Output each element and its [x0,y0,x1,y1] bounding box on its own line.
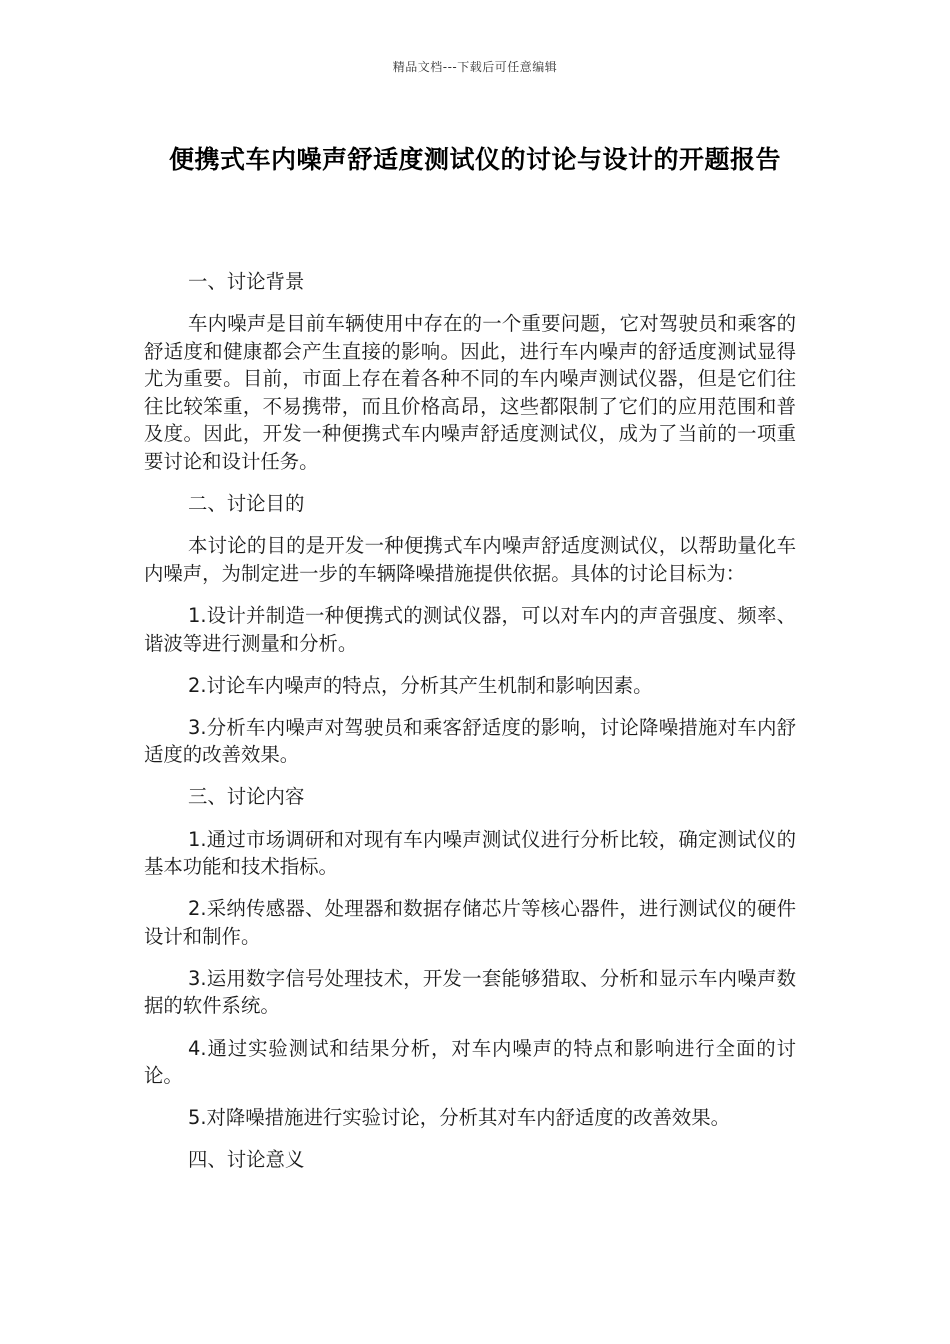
document-body [144,268,796,1188]
purpose-item-1: 1.设计并制造一种便携式的测试仪器，可以对车内的声音强度、频率、谐波等进行测量和分析。 [144,603,796,655]
section-heading-significance: 四、讨论意义 [188,1148,305,1172]
section-heading-background: 一、讨论背景 [188,270,305,293]
document-title: 便携式车内噪声舒适度测试仪的讨论与设计的开题报告 [168,145,781,174]
content-item-3: 3.运用数字信号处理技术，开发一套能够猎取、分析和显示车内噪声数据的软件系统。 [144,966,796,1018]
content-item-4: 4.通过实验测试和结果分析，对车内噪声的特点和影响进行全面的讨论。 [144,1036,796,1088]
content-item-2: 2.采纳传感器、处理器和数据存储芯片等核心器件，进行测试仪的硬件设计和制作。 [144,897,796,948]
paragraph-purpose: 本讨论的目的是开发一种便携式车内噪声舒适度测试仪，以帮助量化车内噪声，为制定进一步的车辆降噪措施提供依据。具体的讨论目标为： [144,534,796,585]
content-item-1: 1.通过市场调研和对现有车内噪声测试仪进行分析比较，确定测试仪的基本功能和技术指标。 [144,827,796,879]
purpose-item-2: 2.讨论车内噪声的特点，分析其产生机制和影响因素。 [188,673,653,697]
content-item-5: 5.对降噪措施进行实验讨论，分析其对车内舒适度的改善效果。 [188,1106,731,1130]
paragraph-background: 车内噪声是目前车辆使用中存在的一个重要问题，它对驾驶员和乘客的舒适度和健康都会产生直接的影响。因此，进行车内噪声的舒适度测试显得尤为重要。目前，市面上存在着各种不同的车内噪声测试仪器，但是它们往往比较笨重，不易携带，而且价格高昂，这些都限制了它们的应用范围和普及度。因此，开发一种便携式车内噪声舒适度测试仪，成为了当前的一项重要讨论和设计任务。 [144,312,796,474]
section-heading-content: 三、讨论内容 [188,785,305,809]
header-note: 精品文档---下载后可任意编辑 [392,60,558,74]
purpose-item-3: 3.分析车内噪声对驾驶员和乘客舒适度的影响，讨论降噪措施对车内舒适度的改善效果。 [144,715,796,767]
section-heading-purpose: 二、讨论目的 [188,492,305,516]
